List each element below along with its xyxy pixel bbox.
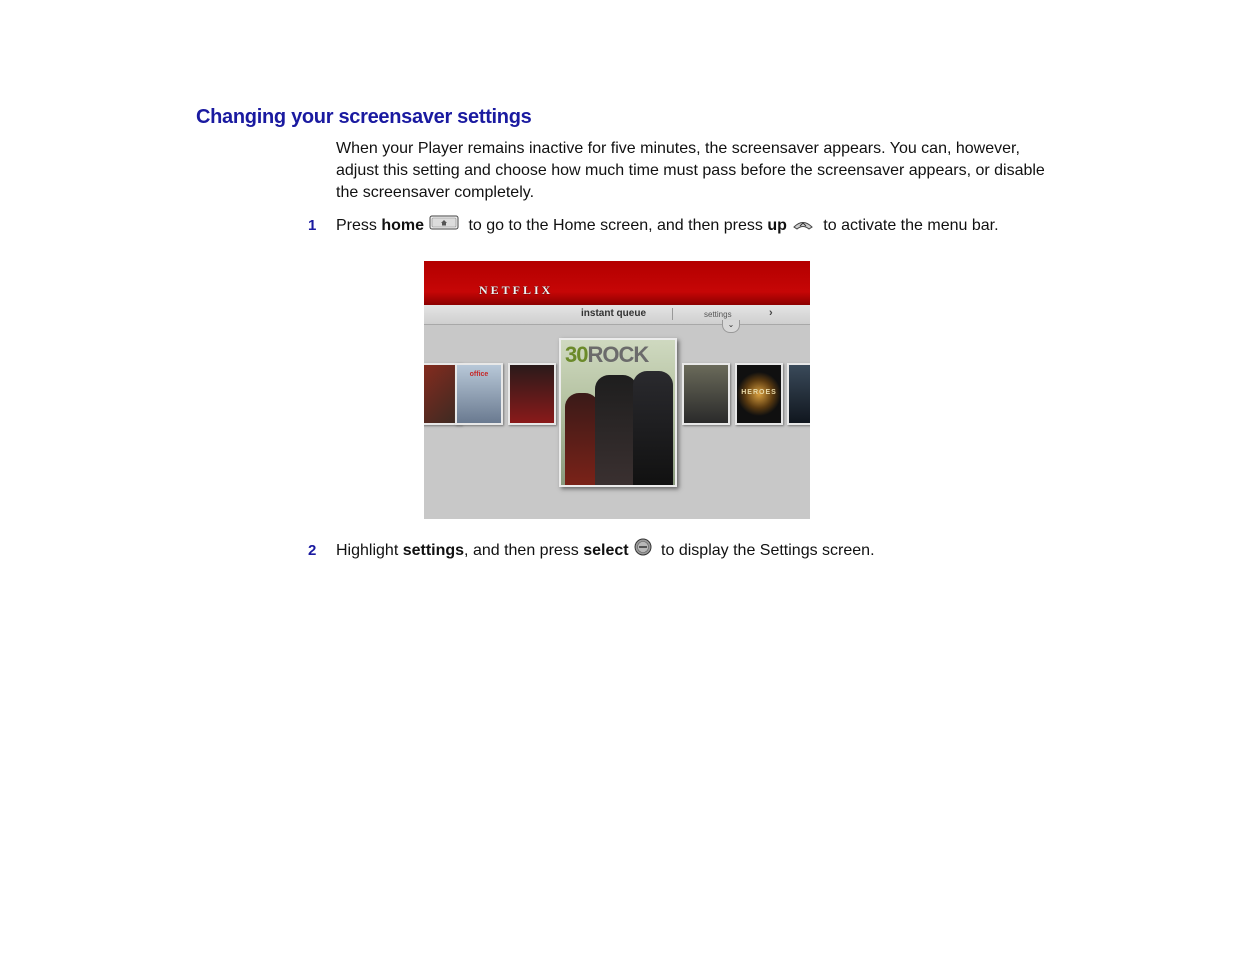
chevron-right-icon: ›: [769, 307, 773, 319]
featured-title: 30ROCK: [565, 342, 649, 367]
step-1: [308, 215, 999, 237]
step-keyword-settings: settings: [402, 541, 465, 559]
figure-shape: [565, 393, 599, 485]
menu-divider: [672, 308, 673, 320]
menu-item-instant-queue: instant queue: [581, 308, 647, 319]
step-text: Highlight: [336, 541, 403, 559]
cover-thumbnail: [508, 363, 556, 425]
figure-shape: [633, 371, 673, 485]
step-2: [308, 538, 875, 563]
select-button-icon: [634, 538, 652, 563]
step-text: to display the Settings screen.: [656, 541, 875, 559]
figure-shape: [595, 375, 637, 485]
step-number: 2: [308, 541, 317, 559]
step-number: 1: [308, 217, 317, 234]
up-button-icon: [792, 215, 814, 237]
netflix-menu-bar: [424, 305, 810, 325]
cover-title: office: [469, 371, 489, 378]
featured-cover: [559, 338, 677, 487]
chevron-down-icon: ⌄: [722, 320, 740, 333]
step-keyword-up: up: [767, 217, 787, 234]
cover-title: HEROES: [741, 389, 777, 396]
intro-paragraph: When your Player remains inactive for five minutes, the screensaver appears. You can, however, adjust this setting and choose how much time must pass before the screensaver appears, or disable the screensaver completely.: [336, 140, 1045, 201]
step-text: , and then press: [464, 541, 584, 559]
step-text: Press: [336, 217, 382, 234]
menu-item-settings: settings: [704, 310, 732, 319]
cover-thumbnail: [455, 363, 503, 425]
section-heading: Changing your screensaver settings: [196, 106, 532, 128]
netflix-logo: NETFLIX: [479, 283, 554, 297]
step-keyword-home: home: [381, 217, 425, 234]
step-text: to activate the menu bar.: [818, 217, 999, 234]
netflix-header-bar: [424, 261, 810, 305]
cover-thumbnail: [682, 363, 730, 425]
cover-thumbnail: [787, 363, 810, 425]
netflix-home-screenshot: [424, 261, 810, 519]
step-text: to go to the Home screen, and then press: [464, 217, 768, 234]
home-button-icon: [429, 215, 459, 237]
cover-thumbnail: [735, 363, 783, 425]
step-keyword-select: select: [583, 541, 629, 559]
